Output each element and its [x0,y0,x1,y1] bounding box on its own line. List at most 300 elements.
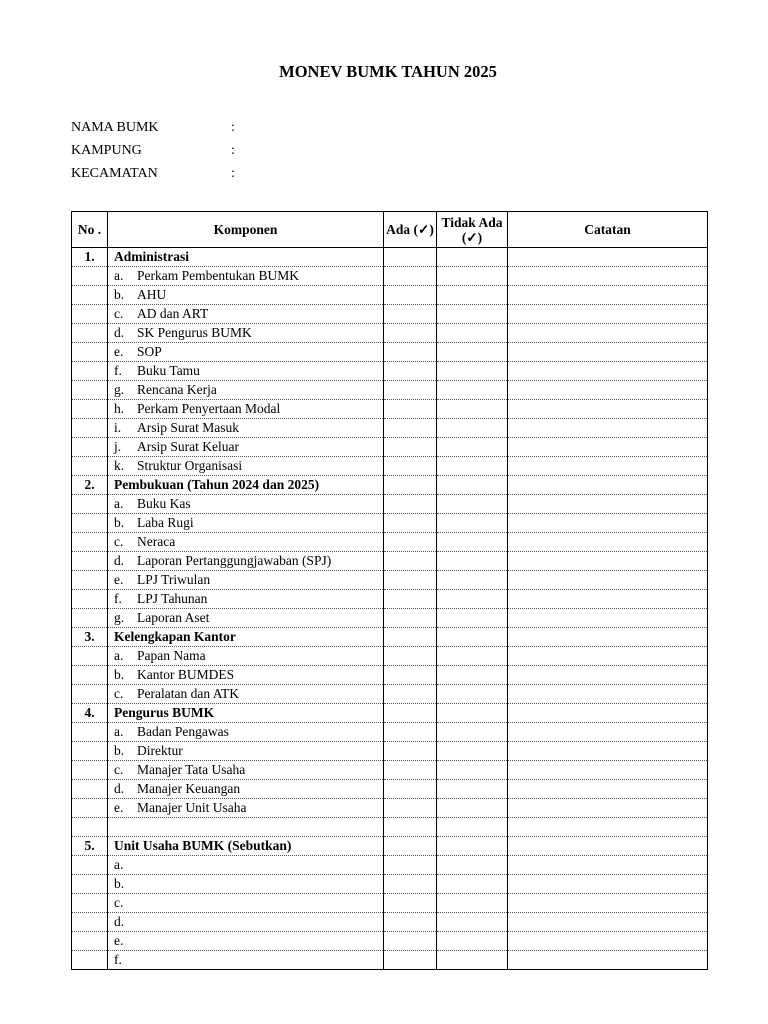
tidak-ada-cell [437,324,508,343]
row-komponen [108,780,384,799]
row-number [72,457,108,476]
item-letter: a. [114,268,124,283]
row-komponen [108,666,384,685]
tidak-ada-cell [437,837,508,856]
field-nama-bumk [71,118,241,141]
item-row [72,457,708,476]
row-number: 1. [72,248,108,267]
row-number [72,495,108,514]
row-number [72,324,108,343]
tidak-ada-cell [437,286,508,305]
item-row [72,514,708,533]
tidak-ada-cell [437,419,508,438]
item-letter: d. [114,325,125,340]
field-colon: : [231,120,235,135]
catatan-cell [508,267,708,286]
tidak-ada-cell [437,476,508,495]
row-komponen [108,590,384,609]
row-number [72,609,108,628]
row-komponen [108,362,384,381]
item-text: Perkam Pembentukan BUMK [137,268,299,283]
item-text: Papan Nama [137,648,206,663]
item-row [72,723,708,742]
catatan-cell [508,514,708,533]
catatan-cell [508,913,708,932]
catatan-cell [508,818,708,837]
header-row [72,212,708,248]
catatan-cell [508,799,708,818]
item-row [72,419,708,438]
tidak-ada-cell [437,932,508,951]
row-komponen [108,818,384,837]
item-letter: c. [114,762,124,777]
section-row [72,704,708,723]
header-no: No . [72,212,108,248]
row-number [72,799,108,818]
tidak-ada-cell [437,609,508,628]
item-row [72,343,708,362]
row-number [72,666,108,685]
row-number [72,951,108,970]
header-catatan: Catatan [508,212,708,248]
ada-cell [384,704,437,723]
row-number [72,723,108,742]
item-row [72,856,708,875]
catatan-cell [508,305,708,324]
item-row [72,799,708,818]
item-text: Rencana Kerja [137,382,217,397]
item-letter: c. [114,686,124,701]
catatan-cell [508,951,708,970]
field-colon: : [231,166,235,181]
row-number [72,514,108,533]
catatan-cell [508,324,708,343]
tidak-ada-cell [437,742,508,761]
item-letter: f. [114,363,122,378]
tidak-ada-cell [437,305,508,324]
ada-cell [384,799,437,818]
item-letter: b. [114,743,125,758]
catatan-cell [508,932,708,951]
item-letter: j. [114,439,122,454]
catatan-cell [508,362,708,381]
ada-cell [384,761,437,780]
row-komponen [108,381,384,400]
catatan-cell [508,875,708,894]
catatan-cell [508,685,708,704]
row-number: 3. [72,628,108,647]
row-number [72,362,108,381]
tidak-ada-cell [437,875,508,894]
item-text: LPJ Triwulan [137,572,211,587]
item-text: Manajer Unit Usaha [137,800,247,815]
section-row [72,476,708,495]
item-row [72,495,708,514]
catatan-cell [508,343,708,362]
item-text: Laporan Pertanggungjawaban (SPJ) [137,553,332,568]
item-text: Direktur [137,743,183,758]
item-row [72,913,708,932]
item-row [72,267,708,286]
item-row [72,286,708,305]
row-number [72,571,108,590]
catatan-cell [508,628,708,647]
row-number [72,400,108,419]
header-tidak-ada: Tidak Ada (✓) [437,212,508,248]
tidak-ada-cell [437,913,508,932]
tidak-ada-cell [437,856,508,875]
item-letter: a. [114,496,124,511]
item-text: Arsip Surat Keluar [137,439,239,454]
item-letter: g. [114,610,125,625]
catatan-cell [508,704,708,723]
item-letter: d. [114,553,125,568]
row-number [72,590,108,609]
row-komponen [108,799,384,818]
row-komponen [108,723,384,742]
item-text: AD dan ART [137,306,209,321]
item-row [72,609,708,628]
catatan-cell [508,590,708,609]
item-letter: e. [114,933,124,948]
item-letter: f. [114,952,122,967]
row-komponen [108,457,384,476]
tidak-ada-cell [437,628,508,647]
catatan-cell [508,457,708,476]
ada-cell [384,647,437,666]
catatan-cell [508,647,708,666]
row-komponen [108,324,384,343]
item-letter: b. [114,667,125,682]
tidak-ada-cell [437,818,508,837]
row-komponen [108,685,384,704]
catatan-cell [508,438,708,457]
row-number [72,419,108,438]
ada-cell [384,324,437,343]
catatan-cell [508,609,708,628]
row-number [72,932,108,951]
ada-cell [384,685,437,704]
catatan-cell [508,780,708,799]
ada-cell [384,913,437,932]
row-komponen [108,419,384,438]
item-text: AHU [137,287,167,302]
tidak-ada-cell [437,951,508,970]
tidak-ada-cell [437,267,508,286]
row-number [72,438,108,457]
ada-cell [384,476,437,495]
row-komponen [108,856,384,875]
row-komponen [108,875,384,894]
catatan-cell [508,533,708,552]
section-row [72,628,708,647]
catatan-cell [508,286,708,305]
item-row [72,400,708,419]
item-letter: e. [114,572,124,587]
catatan-cell [508,571,708,590]
row-number [72,780,108,799]
catatan-cell [508,248,708,267]
row-number [72,856,108,875]
row-number [72,343,108,362]
ada-cell [384,457,437,476]
item-letter: d. [114,914,125,929]
item-text: Laporan Aset [137,610,210,625]
row-komponen [108,305,384,324]
row-number [72,913,108,932]
field-label: KECAMATAN [71,166,158,181]
row-komponen [108,913,384,932]
tidak-ada-cell [437,343,508,362]
item-letter: a. [114,724,124,739]
item-row [72,438,708,457]
row-komponen: Kelengkapan Kantor [108,628,384,647]
ada-cell [384,400,437,419]
tidak-ada-cell [437,438,508,457]
row-komponen: Administrasi [108,248,384,267]
row-komponen [108,609,384,628]
row-number [72,894,108,913]
tidak-ada-cell [437,704,508,723]
item-row [72,533,708,552]
field-label: KAMPUNG [71,143,142,158]
item-text: LPJ Tahunan [137,591,208,606]
tidak-ada-cell [437,533,508,552]
tidak-ada-cell [437,495,508,514]
row-komponen [108,571,384,590]
catatan-cell [508,761,708,780]
item-letter: a. [114,857,124,872]
row-number [72,875,108,894]
item-row [72,761,708,780]
ada-cell [384,856,437,875]
ada-cell [384,571,437,590]
catatan-cell [508,666,708,685]
catatan-cell [508,552,708,571]
tidak-ada-cell [437,761,508,780]
item-row [72,742,708,761]
row-number [72,742,108,761]
row-komponen: Pengurus BUMK [108,704,384,723]
item-text: Manajer Tata Usaha [137,762,246,777]
row-number [72,286,108,305]
row-komponen [108,267,384,286]
ada-cell [384,609,437,628]
row-komponen [108,400,384,419]
item-letter: f. [114,591,122,606]
item-row [72,780,708,799]
item-text: Arsip Surat Masuk [137,420,239,435]
header-komponen: Komponen [108,212,384,248]
item-row [72,647,708,666]
row-komponen [108,438,384,457]
row-komponen [108,552,384,571]
item-row [72,305,708,324]
tidak-ada-cell [437,647,508,666]
ada-cell [384,514,437,533]
ada-cell [384,533,437,552]
catatan-cell [508,419,708,438]
ada-cell [384,628,437,647]
item-letter: b. [114,876,125,891]
item-text: Kantor BUMDES [137,667,235,682]
table-body [72,248,708,970]
ada-cell [384,381,437,400]
row-komponen [108,742,384,761]
row-number [72,761,108,780]
row-number [72,685,108,704]
row-number [72,267,108,286]
row-number [72,552,108,571]
item-text: Buku Tamu [137,363,200,378]
item-letter: c. [114,534,124,549]
ada-cell [384,248,437,267]
ada-cell [384,267,437,286]
item-row [72,951,708,970]
item-row [72,894,708,913]
item-letter: k. [114,458,125,473]
ada-cell [384,305,437,324]
catatan-cell [508,894,708,913]
field-colon: : [231,143,235,158]
item-text: SOP [137,344,162,359]
tidak-ada-cell [437,514,508,533]
item-row [72,666,708,685]
item-row [72,932,708,951]
item-row [72,571,708,590]
tidak-ada-cell [437,799,508,818]
item-letter: e. [114,344,124,359]
tidak-ada-cell [437,780,508,799]
item-text: Peralatan dan ATK [137,686,239,701]
item-letter: g. [114,382,125,397]
page-title: MONEV BUMK TAHUN 2025 [279,62,497,81]
ada-cell [384,723,437,742]
field-label: NAMA BUMK [71,120,159,135]
item-text: Buku Kas [137,496,191,511]
ada-cell [384,495,437,514]
ada-cell [384,875,437,894]
item-text: Neraca [137,534,176,549]
item-letter: a. [114,648,124,663]
tidak-ada-cell [437,590,508,609]
item-text: Manajer Keuangan [137,781,241,796]
row-komponen [108,495,384,514]
ada-cell [384,438,437,457]
item-text: Struktur Organisasi [137,458,243,473]
catatan-cell [508,723,708,742]
catatan-cell [508,476,708,495]
row-komponen [108,647,384,666]
row-komponen [108,761,384,780]
section-row [72,248,708,267]
tidak-ada-cell [437,362,508,381]
row-number [72,533,108,552]
tidak-ada-cell [437,381,508,400]
catatan-cell [508,742,708,761]
item-row [72,685,708,704]
item-letter: h. [114,401,125,416]
ada-cell [384,951,437,970]
item-text: Perkam Penyertaan Modal [137,401,281,416]
section-row [72,837,708,856]
catatan-cell [508,400,708,419]
catatan-cell [508,495,708,514]
row-number: 4. [72,704,108,723]
row-komponen [108,894,384,913]
catatan-cell [508,856,708,875]
row-komponen [108,286,384,305]
item-row [72,552,708,571]
row-number [72,305,108,324]
ada-cell [384,780,437,799]
catatan-cell [508,837,708,856]
ada-cell [384,818,437,837]
item-row [72,324,708,343]
row-komponen [108,533,384,552]
row-komponen [108,932,384,951]
item-row [72,590,708,609]
row-number: 5. [72,837,108,856]
header-ada: Ada (✓) [384,212,437,248]
item-text: Badan Pengawas [137,724,229,739]
ada-cell [384,362,437,381]
ada-cell [384,343,437,362]
tidak-ada-cell [437,894,508,913]
row-komponen: Pembukuan (Tahun 2024 dan 2025) [108,476,384,495]
ada-cell [384,742,437,761]
item-text: SK Pengurus BUMK [137,325,252,340]
item-letter: c. [114,306,124,321]
identity-fields [71,118,241,187]
tidak-ada-cell [437,400,508,419]
ada-cell [384,286,437,305]
item-text: Laba Rugi [137,515,194,530]
ada-cell [384,837,437,856]
catatan-cell [508,381,708,400]
item-letter: b. [114,515,125,530]
item-row [72,875,708,894]
row-number: 2. [72,476,108,495]
tidak-ada-cell [437,666,508,685]
tidak-ada-cell [437,571,508,590]
item-letter: e. [114,800,124,815]
row-komponen [108,343,384,362]
row-number [72,381,108,400]
ada-cell [384,932,437,951]
row-komponen: Unit Usaha BUMK (Sebutkan) [108,837,384,856]
ada-cell [384,552,437,571]
ada-cell [384,894,437,913]
row-komponen [108,514,384,533]
row-number [72,647,108,666]
blank-row [72,818,708,837]
item-letter: i. [114,420,122,435]
tidak-ada-cell [437,723,508,742]
row-komponen [108,951,384,970]
item-letter: c. [114,895,124,910]
item-row [72,362,708,381]
tidak-ada-cell [437,552,508,571]
item-letter: b. [114,287,125,302]
item-letter: d. [114,781,125,796]
ada-cell [384,590,437,609]
field-kampung [71,141,241,164]
item-row [72,381,708,400]
checklist-table [71,211,708,970]
tidak-ada-cell [437,685,508,704]
row-number [72,818,108,837]
